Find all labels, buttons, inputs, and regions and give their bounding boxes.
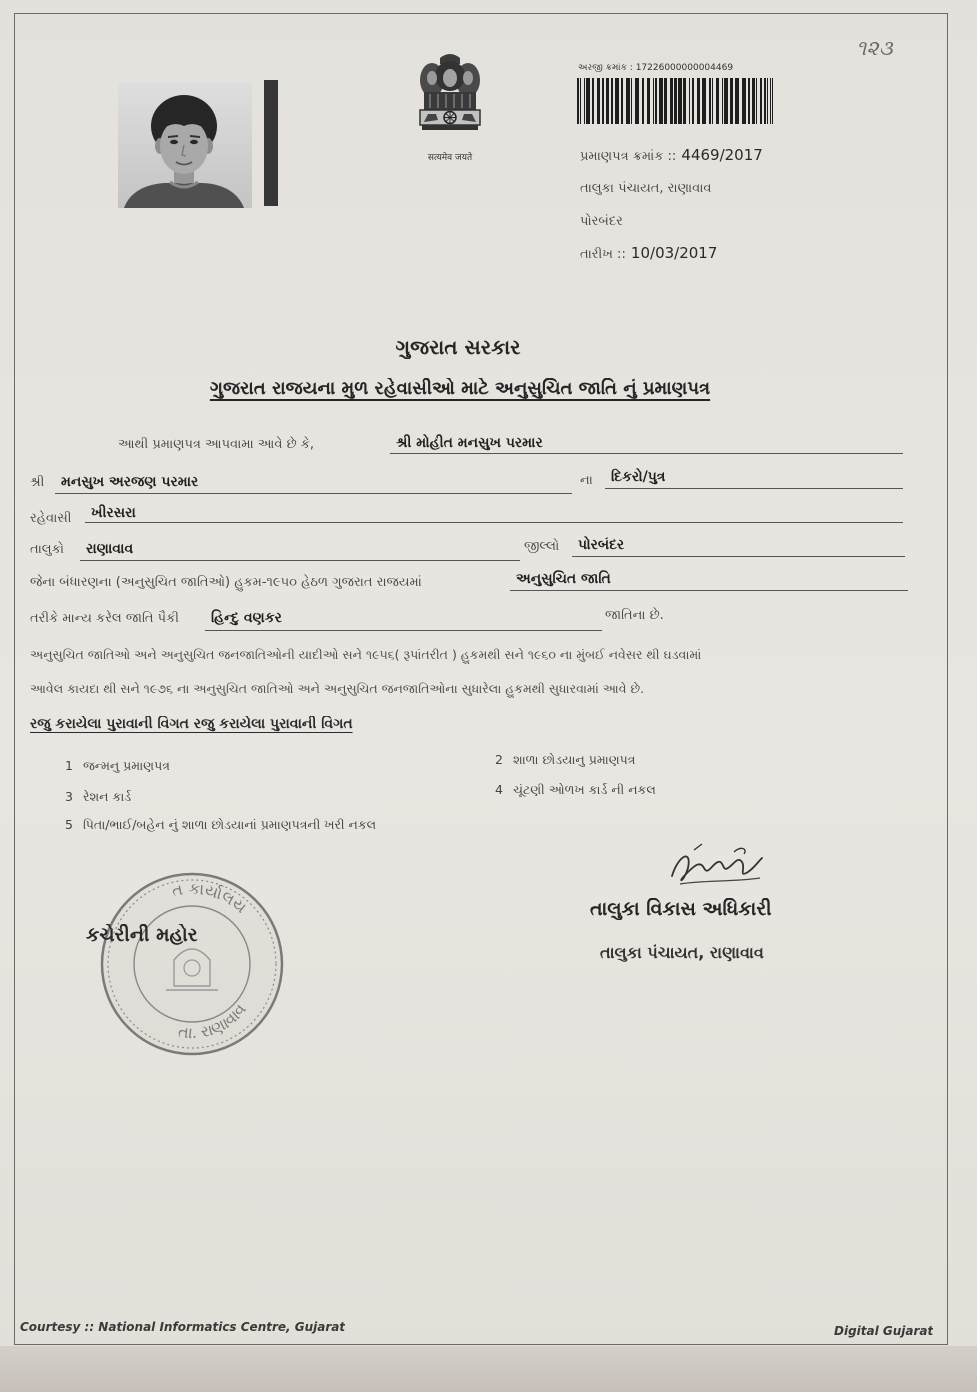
barcode-bar [635,78,639,124]
barcode-bar [631,78,632,124]
barcode-bar [724,78,728,124]
evidence-item [495,751,895,769]
certificate-subtitle: ગુજરાત રાજયના મુળ રહેવાસીઓ માટે અનુસુચિત જાતિ નું પ્રમાણપત્ર [209,378,711,399]
footer-courtesy: Courtesy :: National Informatics Centre, Gujarat [20,1320,346,1334]
evidence-item-text: રેશન કાર્ડ [82,789,132,804]
category: અનુસુચિત જાતિ [516,571,611,587]
district-label: જીલ્લો [524,539,560,554]
barcode-bar [586,78,590,124]
scan-background [0,1346,977,1392]
notice-line-1: અનુસુચિત જાતિઓ અને અનુસુચિત જનજાતિઓની યાદીઓ સને ૧૯૫૬( રૂપાંતરીત ) હુકમથી સને ૧૯૬૦ ના મુંબઈ નવેસર થી ઘડવામાં [30,647,702,662]
evidence-item-number: 5 [65,817,73,832]
barcode-bar [697,78,700,124]
signatory-designation: તાલુકા વિકાસ અધિકારી [590,898,772,920]
footer-brand: Digital Gujarat [834,1324,934,1338]
seal-top-textpath: ત કાર્યાલય [170,878,251,917]
evidence-item-number: 1 [65,758,73,773]
barcode-bar [772,78,773,124]
certificate-number-label: પ્રમાણપત્ર ક્રમાંક :: [580,149,677,164]
certificate-number-row [580,145,763,166]
category-field [510,570,908,591]
barcode-bar [716,78,719,124]
barcode-bar [580,78,581,124]
resident-label: રહેવાસી [30,511,72,526]
taluka-label: તાલુકો [30,542,65,557]
barcode-bar [770,78,771,124]
barcode-bar [756,78,757,124]
barcode-bar [611,78,613,124]
evidence-item-text: ચૂંટણી ઓળખ કાર્ડ ની નકલ [512,782,656,797]
caste-suffix: જાતિના છે. [605,608,664,623]
order-label: જેના બંધારણના (અનુસુચિત જાતિઓ) હુકમ-૧૯૫૦ હેઠળ ગુજરાત રાજયમાં [30,575,422,590]
barcode-bar [709,78,711,124]
signature [664,838,768,894]
barcode-bar [621,78,623,124]
office-seal [96,868,288,1060]
barcode-bar [702,78,706,124]
notice-line-2: આવેલ કાયદા થી સને ૧૯૭૬ ના અનુસુચિત જાતિઓ અને અનુસુચિત જનજાતિઓના સુધારેલા હુકમથી સુધારવામાં આવે છે. [30,681,645,696]
barcode-bar [748,78,750,124]
certificate-number: 4469/2017 [681,146,763,164]
barcode-bar [653,78,654,124]
barcode-bar [760,78,762,124]
holder-name: શ્રી મોહીત મનસુખ પરમાર [396,435,543,451]
certificate-border [14,13,948,1345]
evidence-item [65,757,465,775]
barcode-bar [678,78,682,124]
barcode-bar [602,78,604,124]
emblem-motto: सत्यमेव जयते [427,153,473,163]
barcode-bar [730,78,733,124]
barcode-bar [692,78,694,124]
barcode-bar [764,78,766,124]
evidence-heading: રજુ કરાયેલા પુરાવાની વિગત રજુ કરાયેલા પુરાવાની વિગત [30,716,353,732]
district-field [572,536,905,557]
applicant-photo [118,82,252,208]
barcode-bar [674,78,677,124]
barcode-bar [689,78,690,124]
evidence-item-number: 3 [65,789,73,804]
issuing-office: તાલુકા પંચાયત, રાણાવાવ [580,181,712,196]
certify-intro-label: આથી પ્રમાણપત્ર આપવામા આવે છે કે, [118,437,315,452]
barcode-bar [626,78,630,124]
caste-field [205,609,602,631]
application-number: અરજી ક્રમાંક : 17226000000004469 [578,63,734,73]
barcode-bar [577,78,579,124]
evidence-item [65,816,485,834]
relation: દિકરો/પુત્ર [611,469,666,485]
barcode-bar [592,78,594,124]
issue-date-label: તારીખ :: [580,247,626,262]
taluka: રાણાવાવ [86,541,134,557]
barcode-bar [742,78,746,124]
barcode-bar [647,78,650,124]
signatory-office: તાલુકા પંચાયત, રાણાવાવ [600,943,764,962]
barcode-bar [752,78,755,124]
barcode-bar [664,78,667,124]
barcode-bar [659,78,663,124]
evidence-item [65,788,465,806]
relation-field [605,468,903,489]
district: પોરબંદર [578,537,625,553]
issue-date: 10/03/2017 [630,244,718,262]
evidence-item-text: જન્મનુ પ્રમાણપત્ર [82,758,170,773]
barcode [575,78,775,124]
barcode-bar [642,78,644,124]
barcode-bar [615,78,619,124]
taluka-field [80,540,520,561]
barcode-bar [767,78,768,124]
father-prefix: શ્રી [30,475,45,490]
barcode-bar [735,78,739,124]
seal-bottom-textpath: તા. રાણાવાવ [177,999,250,1043]
barcode-bar [712,78,713,124]
caste: હિન્દુ વણકર [211,610,282,626]
resident: ખીરસરા [91,505,136,521]
evidence-item-text: પિતા/ભાઈ/બહેન નું શાળા છોડયાનાં પ્રમાણપત્રની ખરી નકલ [82,817,377,832]
handwritten-number: ૧૨૩ [856,36,893,60]
barcode-bar [606,78,609,124]
seal-caption: કચેરીની મહોર [86,924,198,946]
holder-name-field [390,434,903,454]
page-title: ગુજરાત સરકાર [395,335,521,359]
father-name: મનસુખ અરજણ પરમાર [61,474,199,490]
photo-edge-strip [264,80,278,206]
father-name-field [55,473,572,494]
caste-label: તરીકે માન્ય કરેલ જાતિ પૈકી [30,611,179,626]
relation-label: ના [580,473,593,488]
barcode-bar [670,78,673,124]
evidence-item-text: શાળા છોડયાનુ પ્રમાણપત્ર [512,752,636,767]
barcode-bar [597,78,600,124]
barcode-bar [655,78,657,124]
barcode-bar [683,78,686,124]
evidence-item-number: 4 [495,782,503,797]
issuing-district: પોરબંદર [580,214,623,229]
barcode-bar [722,78,723,124]
evidence-item [495,781,895,799]
state-emblem-icon [410,48,490,148]
resident-field [85,504,903,523]
evidence-item-number: 2 [495,752,503,767]
barcode-bar [584,78,585,124]
issue-date-row [580,243,717,264]
